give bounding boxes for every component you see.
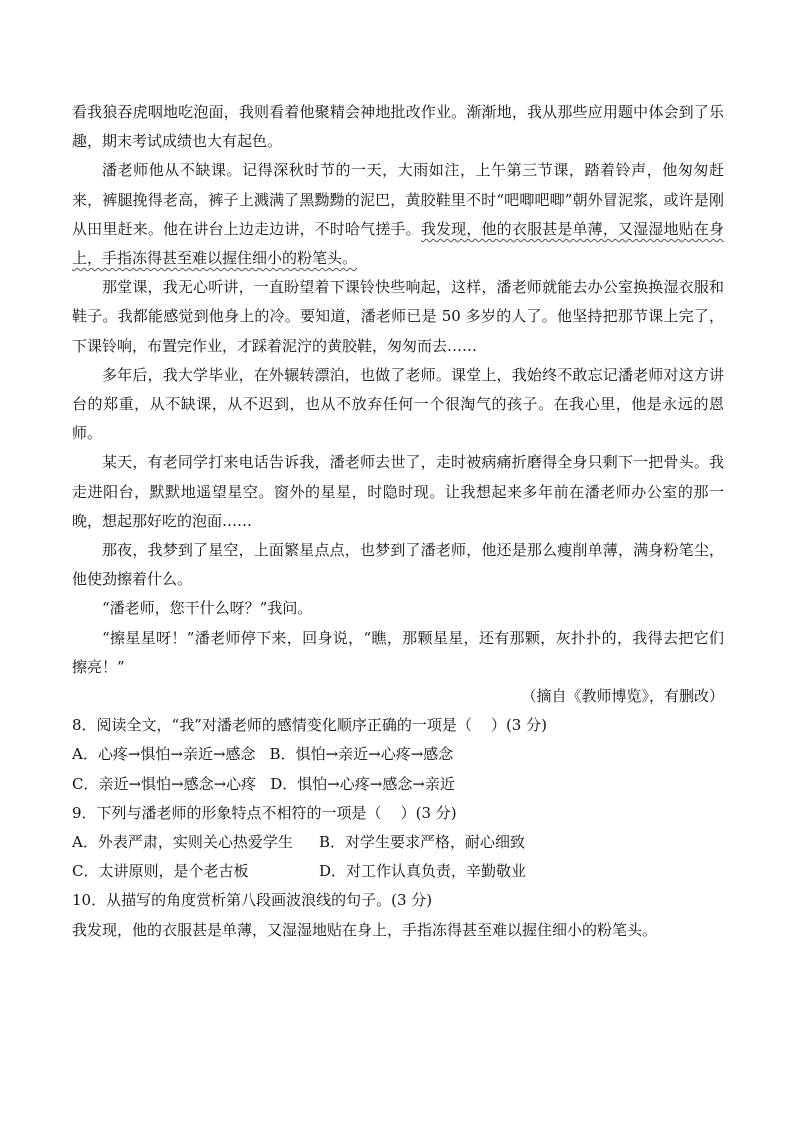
- article-paragraph-3: 那堂课，我无心听讲，一直盼望着下课铃快些响起，这样，潘老师就能去办公室换换湿衣服和鞋子。我都能感觉到他身上的冷。要知道，潘老师已是 50 多岁的人了。他坚持把那节课上完了，下课铃响，布置完作业，才踩着泥泞的黄胶鞋，匆匆而去……: [72, 278, 724, 355]
- question-9-options-row-1: [72, 828, 724, 857]
- question-9-option-c: C．太讲原则，是个老古板: [72, 862, 249, 881]
- article-paragraph-1: 看我狼吞虎咽地吃泡面，我则看着他聚精会神地批改作业。渐渐地，我从那些应用题中体会到了乐趣，期末考试成绩也大有起色。: [72, 103, 724, 151]
- question-8-options-row-1: [72, 740, 724, 769]
- article-paragraph-5: 某天，有老同学打来电话告诉我，潘老师去世了，走时被病痛折磨得全身只剩下一把骨头。我走进阳台，默默地遥望星空。窗外的星星，时隐时现。让我想起来多年前在潘老师办公室的那一晚，想起那好吃的泡面……: [72, 453, 724, 530]
- question-8-option-a: A．心疼→惧怕→亲近→感念: [72, 745, 256, 764]
- paragraph-2-text: 潘老师他从不缺课。记得深秋时节的一天，大雨如注，上午第三节课，踏着铃声，他匆匆赶来，裤腿挽得老高，裤子上溅满了黑黝黝的泥巴，黄胶鞋里不时“吧唧吧唧”朝外冒泥浆，或许是刚从田里赶来。他在讲台上边走边讲，不时哈气搓手。: [72, 161, 724, 238]
- question-9-option-d: D．对工作认真负责，辛勤敬业: [319, 862, 527, 881]
- question-9-option-b: B．对学生要求严格，耐心细致: [319, 833, 526, 852]
- question-10-quote: 我发现，他的衣服甚是单薄，又湿湿地贴在身上，手指冻得甚至难以握住细小的粉笔头。: [72, 920, 658, 939]
- question-8-option-d: D．惧怕→心疼→感念→亲近: [270, 774, 455, 793]
- question-8-option-c: C．亲近→惧怕→感念→心疼: [72, 774, 257, 793]
- question-8-option-b: B．惧怕→亲近→心疼→感念: [269, 745, 454, 764]
- wavy-underlined-sentence: 我发现，他的衣服甚是单薄，又湿湿地贴在身上，手指冻得甚至难以握住细小的粉笔头。: [72, 219, 724, 268]
- question-9-option-a: A．外表严肃，实则关心热爱学生: [72, 833, 293, 852]
- question-9-options-row-2: [72, 857, 724, 886]
- question-8-options-row-2: [72, 770, 724, 799]
- article-paragraph-4: 多年后，我大学毕业，在外辗转漂泊，也做了老师。课堂上，我始终不敢忘记潘老师对这方讲台的郑重，从不缺课，从不迟到，也从不放弃任何一个很淘气的孩子。在我心里，他是永远的恩师。: [72, 365, 724, 443]
- document-page: [72, 98, 724, 945]
- article-paragraph-7: “潘老师，您干什么呀？”我问。: [102, 599, 313, 618]
- article-source: （摘自《教师博览》，有删改）: [521, 687, 724, 706]
- article-paragraph-2: [72, 156, 724, 273]
- article-paragraph-6: 那夜，我梦到了星空，上面繁星点点，也梦到了潘老师，他还是那么瘦削单薄，满身粉笔尘，他使劲擦着什么。: [72, 541, 724, 589]
- question-10-stem: 10．从描写的角度赏析第八段画波浪线的句子。(3 分): [72, 891, 433, 910]
- article-paragraph-8: “擦星星呀！”潘老师停下来，回身说，“瞧，那颗星星，还有那颗，灰扑扑的，我得去把它们擦亮！”: [72, 628, 724, 676]
- question-9-stem: 9．下列与潘老师的形象特点不相符的一项是（ ）(3 分): [72, 803, 457, 822]
- question-8-stem: 8．阅读全文，“我”对潘老师的感情变化顺序正确的一项是（ ）(3 分): [72, 716, 547, 735]
